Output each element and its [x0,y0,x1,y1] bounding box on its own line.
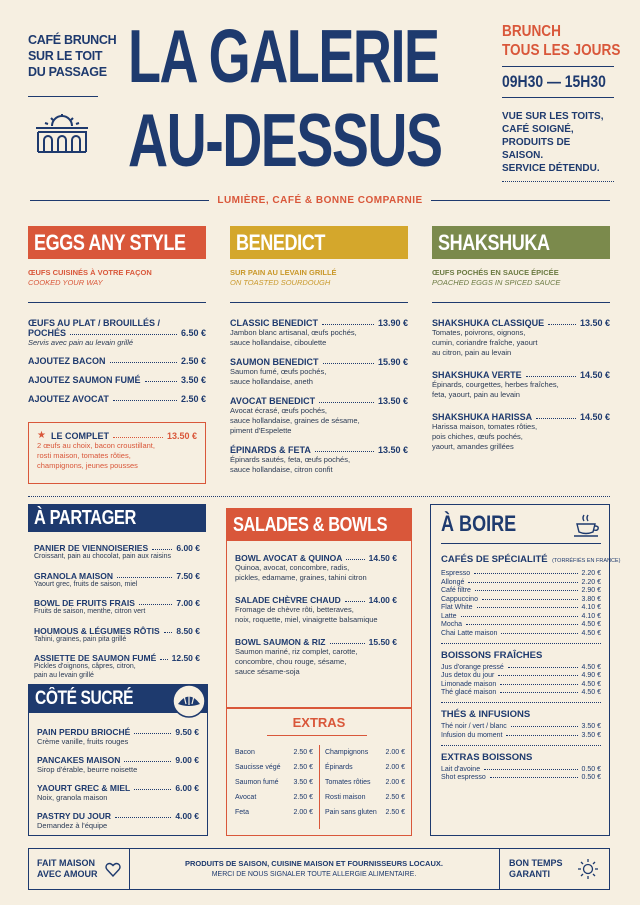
extra-item [235,764,313,771]
salades-box [226,508,412,836]
drink-price: 4.50 € [581,680,601,688]
extra-item [325,749,405,756]
drink-item [441,613,601,620]
menu-item-desc: Yaourt grec, fruits de saison, miel [34,580,138,588]
extra-price: 2.00 € [385,749,405,756]
menu-item-name: BOWL SAUMON & RIZ [235,637,326,647]
extras-right [325,749,405,816]
extra-price: 2.50 € [293,794,313,801]
menu-item-price: 3.50 € [180,375,206,385]
menu-item [34,543,200,562]
menu-item-name: PAIN PERDU BRIOCHÉ [37,727,131,737]
shakshuka-banner [432,226,610,259]
menu-item-name: PASTRY DU JOUR [37,811,111,821]
drink-item [441,587,601,594]
drink-item [441,664,601,671]
menu-item [34,598,200,617]
menu-item-price: 14.50 € [579,370,610,380]
menu-item-price: 13.90 € [377,318,408,328]
menu-item-price: 12.50 € [171,653,200,663]
brunch-label-2: TOUS LES JOURS [502,42,621,59]
salades-title: SALADES & BOWLS [233,513,388,536]
header-left-line: CAFÉ BRUNCH [28,33,117,47]
menu-item [432,412,610,452]
menu-item-desc: rosti maison, tomates rôties, [37,451,131,460]
drink-name: Chai Latte maison [441,629,498,637]
menu-item [230,318,408,348]
menu-item-name: LE COMPLET [50,431,109,441]
footer-right-line: BON TEMPS [509,858,563,868]
drink-item [441,774,601,781]
header-right-line: PRODUITS DE SAISON. [502,137,571,161]
drink-price: 4.90 € [581,672,601,679]
menu-item-name: SAUMON BENEDICT [230,357,319,367]
menu-item-desc: sauce sésame-soja [235,667,300,676]
menu-item-desc: Fromage de chèvre rôti, betteraves, [235,605,354,614]
drink-name: Flat White [441,604,473,611]
footer [28,848,610,890]
menu-item-desc: Sirop d'érable, beurre noisette [37,765,138,774]
header-right [502,22,621,182]
tagline [30,195,610,206]
menu-item-desc: Servis avec pain au levain grillé [28,338,134,347]
extra-item [235,794,313,801]
drink-price: 3.50 € [581,731,601,739]
header-right-line: CAFÉ SOIGNÉ, [502,124,574,135]
drink-price: 4.10 € [581,604,601,611]
menu-item-price: 2.50 € [180,394,206,404]
drink-item [441,681,601,688]
extra-item [235,779,313,786]
menu-item-desc: sauce hollandaise, ciboulette [230,338,327,347]
menu-item-price: 6.00 € [175,783,199,793]
menu-item-name: BOWL DE FRUITS FRAIS [34,598,135,608]
menu-item [37,811,199,831]
menu-item-price: 13.50 € [579,318,610,328]
footer-left-line: AVEC AMOUR [37,869,98,879]
menu-item-desc: Quinoa, avocat, concombre, radis, [235,563,350,572]
drink-name: Café filtre [441,587,471,594]
extra-item [325,779,405,786]
menu-item [34,653,200,680]
divider [28,302,206,303]
header-left-text [28,32,116,80]
menu-item-desc: Harissa maison, tomates rôties, [432,422,538,431]
drink-item [441,621,601,628]
menu-item-name: AJOUTEZ SAUMON FUMÉ [28,375,141,385]
header-left-line: SUR LE TOIT [28,49,103,63]
drink-price: 4.50 € [581,621,601,628]
extra-price: 2.00 € [385,764,405,771]
menu-item-desc: Épinards, courgettes, herbes fraîches, [432,380,559,389]
divider [230,302,408,303]
drink-name: Jus detox du jour [441,672,495,679]
menu-item-price: 15.50 € [368,637,397,647]
drink-name: Infusion du moment [441,731,503,739]
drink-item [441,570,601,577]
menu-item [235,637,397,677]
menu-item-desc: champignons, jeunes pousses [37,461,138,470]
divider [28,96,98,97]
salades-banner [227,509,411,541]
divider [267,735,367,736]
sucre-title: CÔTÉ SUCRÉ [35,688,134,709]
menu-item-desc: noix, roquette, miel, vinaigrette balsamique [235,615,378,624]
menu-item-price: 9.50 € [175,727,199,737]
footer-center [129,858,499,880]
menu-item-desc: Saumon mariné, riz complet, carotte, [235,647,358,656]
footer-left [37,858,98,880]
menu-item-desc: piment d'Espelette [230,426,292,435]
section-divider [28,496,610,497]
cafes-title: CAFÉS DE SPÉCIALITÉ [441,554,548,565]
extra-item [325,794,405,801]
extra-name: Pain sans gluten [325,809,377,816]
page-title [128,14,478,182]
extras-title: EXTRAS [292,715,346,730]
menu-item-desc: Tahini, graines, pain pita grillé [34,635,127,643]
partager-title: À PARTAGER [34,506,136,529]
extra-name: Saucisse végé [235,764,281,771]
extra-item [325,809,405,816]
rooftop-building-icon [34,114,90,154]
menu-item-price: 7.50 € [176,570,200,581]
menu-item-price: 14.50 € [579,412,610,422]
menu-item-name: AVOCAT BENEDICT [230,396,316,406]
footer-right [509,858,563,880]
menu-item-desc: au citron, pain au levain [432,348,512,357]
menu-item-name: YAOURT GREC & MIEL [37,783,131,793]
partager-banner [28,504,206,532]
menu-item-name: AJOUTEZ AVOCAT [28,394,109,404]
menu-item-desc: Crème vanille, fruits rouges [37,737,129,746]
drink-item [441,672,601,679]
drink-price: 4.50 € [581,629,601,637]
drink-item [441,766,601,773]
drink-name: Mocha [441,621,463,628]
extra-name: Feta [235,809,250,816]
drink-name: Espresso [441,570,471,577]
boire-content [441,549,621,781]
menu-item [432,318,610,358]
drink-item [441,732,601,739]
eggs-sub-en: COOKED YOUR WAY [28,278,103,287]
menu-item-name: HOUMOUS & LÉGUMES RÔTIS [34,625,160,636]
menu-item-desc: Noix, granola maison [37,793,108,802]
menu-item [34,571,200,590]
drink-item [441,630,601,637]
sucre-box [28,684,208,836]
menu-item-desc: concombre, chou rouge, sésame, [235,657,347,666]
menu-item [37,430,197,441]
menu-item-name: ŒUFS AU PLAT / BROUILLÉS / [28,318,160,328]
menu-item-price: 14.50 € [368,553,397,563]
eggs-list [28,318,206,404]
menu-item [235,553,397,583]
extra-price: 2.50 € [293,764,313,771]
menu-item-name: GRANOLA MAISON [34,570,114,581]
sun-icon [577,858,599,880]
menu-item [34,626,200,645]
opening-hours: 09H30 — 15H30 [502,72,606,91]
menu-item-name: SHAKSHUKA VERTE [432,370,522,380]
drink-price: 2.90 € [581,587,601,594]
header-left-line: DU PASSAGE [28,65,107,79]
footer-center-line: PRODUITS DE SAISON, CUISINE MAISON ET FOURNISSEURS LOCAUX. [185,859,443,868]
drink-item [441,596,601,603]
menu-item-price: 8.50 € [176,625,200,636]
croissant-icon [171,683,207,719]
menu-item [28,356,206,366]
extra-item [325,764,405,771]
benedict-sub-fr: SUR PAIN AU LEVAIN GRILLÉ [230,268,337,277]
thes-title: THÉS & INFUSIONS [441,709,531,720]
menu-item-name: BOWL AVOCAT & QUINOA [235,553,343,563]
drink-name: Jus d'orange pressé [441,663,504,671]
menu-item-price: 15.90 € [377,357,408,367]
extra-name: Épinards [325,764,353,771]
menu-item-desc: Tomates, poivrons, oignons, [432,328,526,337]
menu-item-desc: sauce hollandaise, aneth [230,377,313,386]
divider [319,745,320,829]
menu-item-name: PANCAKES MAISON [37,755,121,765]
heart-icon [105,862,121,877]
menu-item-price: 13.50 € [377,445,408,455]
menu-item [28,394,206,404]
menu-item-desc: Jambon blanc artisanal, œufs pochés, [230,328,357,337]
shakshuka-title: SHAKSHUKA [438,229,550,255]
menu-item-name: ÉPINARDS & FETA [230,445,311,455]
menu-item-price: 9.00 € [175,755,199,765]
drink-name: Latte [441,612,457,620]
eggs-banner [28,226,206,259]
menu-item-desc: Demandez à l'équipe [37,821,108,830]
menu-item-name: CLASSIC BENEDICT [230,318,319,328]
menu-item-price: 6.50 € [180,328,206,338]
eggs-sub-fr: ŒUFS CUISINÉS À VOTRE FAÇON [28,268,152,277]
drink-price: 3.50 € [581,723,601,730]
menu-item-desc: pain au levain grillé [34,671,94,679]
drink-price: 0.50 € [581,774,601,781]
drink-name: Limonade maison [441,680,497,688]
menu-item [235,595,397,625]
menu-item-desc: sauce hollandaise, graines de sésame, [230,416,360,425]
menu-item-desc: Pickles d'oignons, câpres, citron, [34,663,136,670]
footer-right-line: GARANTI [509,869,550,879]
footer-center-line: MERCI DE NOUS SIGNALER TOUTE ALLERGIE ALIMENTAIRE. [211,871,417,878]
menu-item-desc: pois chiches, œufs pochés, [432,432,523,441]
menu-item-price: 14.00 € [368,595,397,605]
menu-item-price: 2.50 € [180,356,206,366]
menu-item [230,357,408,387]
extra-name: Champignons [325,749,369,756]
boire-box [430,504,621,836]
menu-item [28,328,206,338]
shakshuka-list [432,318,610,452]
drink-price: 0.50 € [581,765,601,773]
benedict-banner [230,226,408,259]
benedict-list [230,318,408,475]
menu-item-desc: yaourt, amandes grillées [432,442,514,451]
drink-name: Thé noir / vert / blanc [441,723,507,730]
shakshuka-subtitle [432,268,610,288]
drink-name: Lait d'avoine [441,765,481,773]
extra-price: 2.50 € [385,809,405,816]
eggs-title: EGGS ANY STYLE [34,229,186,255]
footer-left-line: FAIT MAISON [37,858,95,868]
extra-name: Bacon [235,749,255,756]
divider [227,707,411,709]
menu-item-desc: sauce hollandaise, citron confit [230,465,333,474]
menu-item [37,755,199,775]
extra-item [235,809,313,816]
partager-list [34,543,200,680]
menu-item-name: SHAKSHUKA HARISSA [432,412,533,422]
menu-item-price: 4.00 € [175,811,199,821]
extra-name: Saumon fumé [235,779,279,786]
menu-item-name: PANIER DE VIENNOISERIES [34,543,149,553]
shakshuka-sub-en: POACHED EGGS IN SPICED SAUCE [432,278,561,287]
menu-item-desc: cumin, coriandre fraîche, yaourt [432,338,538,347]
drink-price: 4.10 € [581,612,601,620]
menu-item-desc: Avocat écrasé, œufs pochés, [230,406,327,415]
sucre-list [37,727,199,831]
menu-item-desc: 2 œufs au choix, bacon croustillant, [37,441,155,450]
menu-item-price: 13.50 € [377,396,408,406]
drink-price: 4.50 € [581,689,601,696]
title-line-1: LA GALERIE [128,14,439,98]
tagline-text: LUMIÈRE, CAFÉ & BONNE COMPARNIE [217,195,423,206]
menu-item-price: 6.00 € [176,543,200,553]
menu-item-price: 7.00 € [176,598,200,608]
extra-price: 2.00 € [385,779,405,786]
drink-price: 4.50 € [581,663,601,671]
benedict-subtitle [230,268,408,288]
header-right-line: SERVICE DÉTENDU. [502,163,600,174]
drink-name: Allongé [441,578,465,586]
menu-item-desc: Croissant, pain au chocolat, pain aux raisins [34,553,171,560]
benedict-title: BENEDICT [236,229,325,255]
cafes-note: (TORRÉFIÉS EN FRANCE) [552,558,621,564]
extra-price: 3.50 € [293,779,313,786]
menu-item-name: ASSIETTE DE SAUMON FUMÉ [34,653,157,663]
star-icon: ★ [37,430,46,441]
le-complet-box [28,422,206,484]
eggs-subtitle [28,268,206,288]
extra-name: Avocat [235,794,257,801]
menu-item [37,783,199,803]
header-right-line: VUE SUR LES TOITS, [502,111,604,122]
menu-item-desc: Fruits de saison, menthe, citron vert [34,608,146,615]
menu-item-desc: Épinards sautés, feta, œufs pochés, [230,455,351,464]
drink-price: 3.80 € [581,595,601,603]
drink-price: 2.20 € [581,570,601,577]
menu-item [230,445,408,475]
menu-item [37,727,199,747]
extra-price: 2.50 € [385,794,405,801]
menu-item [432,370,610,400]
benedict-sub-en: ON TOASTED SOURDOUGH [230,278,331,287]
shakshuka-sub-fr: ŒUFS POCHÉS EN SAUCE ÉPICÉE [432,268,559,277]
fraiches-title: BOISSONS FRAÎCHES [441,649,543,661]
drink-name: Thé glacé maison [441,689,497,696]
menu-item-name: POCHÉS [28,328,67,338]
menu-item-name: SHAKSHUKA CLASSIQUE [432,318,545,328]
coffee-cup-icon [571,513,601,539]
drink-item [441,579,601,586]
drink-item [441,723,601,730]
menu-item [28,375,206,385]
extra-item [235,749,313,756]
menu-item [230,396,408,436]
extra-price: 2.50 € [293,749,313,756]
menu-item-price: 13.50 € [166,431,197,441]
menu-item-desc: feta, yaourt, pain au levain [432,390,520,399]
menu-item-name: AJOUTEZ BACON [28,356,106,366]
extra-name: Rosti maison [325,794,366,801]
boire-title: À BOIRE [441,511,517,536]
divider [432,302,610,303]
drink-item [441,689,601,696]
menu-item-desc: pickles, edamame, graines, tahini citron [235,573,367,582]
brunch-label: BRUNCH [502,23,561,40]
menu-item-desc: Saumon fumé, œufs pochés, [230,367,327,376]
drink-item [441,604,601,611]
title-line-2: AU-DESSUS [128,98,442,182]
drink-name: Cappuccino [441,595,478,603]
drink-price: 2.20 € [581,578,601,586]
boissons-extras-title: EXTRAS BOISSONS [441,751,533,763]
extras-left [235,749,313,816]
extra-price: 2.00 € [293,809,313,816]
extra-name: Tomates rôties [325,779,371,786]
menu-item-name: SALADE CHÈVRE CHAUD [235,595,341,605]
drink-name: Shot espresso [441,774,486,781]
salades-list [235,553,397,677]
